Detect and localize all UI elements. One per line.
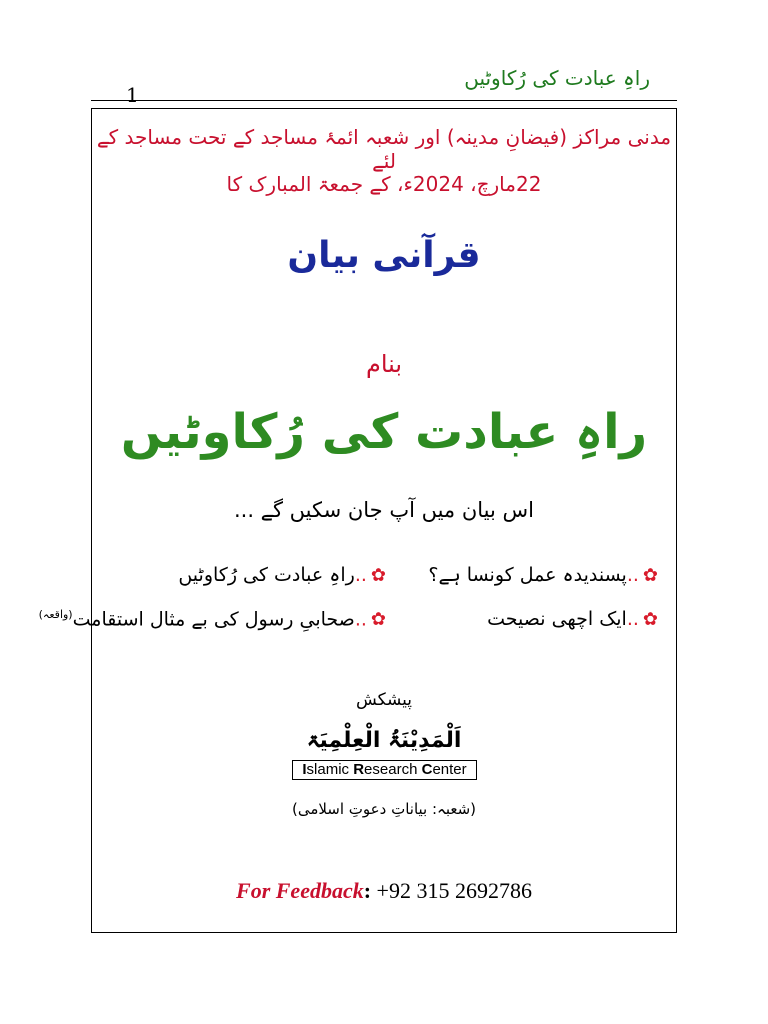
topic-text: ایک اچھی نصیحت <box>487 608 627 630</box>
irc-word-research: esearch <box>364 761 422 778</box>
irc-word-islamic: slamic <box>306 761 354 778</box>
presents-label: پیشکش <box>355 690 413 710</box>
quran-bayan-heading: قرآنی بیان <box>287 235 481 276</box>
topic-dots: .. <box>354 564 367 586</box>
irc-word-center: enter <box>432 761 467 778</box>
topic-text: پسندیدہ عمل کونسا ہے؟ <box>428 564 627 586</box>
learn-intro: اس بیان میں آپ جان سکیں گے ... <box>233 498 535 522</box>
irc-initial-c: C <box>421 761 433 778</box>
main-title: راہِ عبادت کی رُکاوٹیں <box>120 404 648 460</box>
topic-dots: .. <box>626 564 639 586</box>
page-number: 1 <box>126 83 139 107</box>
topic-item-2 <box>178 564 386 586</box>
feedback-colon: : <box>363 878 372 903</box>
flower-bullet-icon: ✿ <box>370 609 386 631</box>
bnam-label: بنام <box>365 350 403 378</box>
irc-initial-i: I <box>302 761 307 778</box>
flower-bullet-icon: ✿ <box>642 609 658 630</box>
topic-item-4 <box>39 608 386 630</box>
topic-note: (واقعہ) <box>38 608 73 621</box>
intro-line-1: مدنی مراکز (فیضانِ مدینہ) اور شعبہ ائمۂ مساجد کے تحت مساجد کے لئے <box>96 125 672 173</box>
topic-item-1 <box>428 564 658 586</box>
topic-dots: .. <box>626 608 639 630</box>
feedback-line <box>91 878 677 904</box>
feedback-phone: +92 315 2692786 <box>376 878 532 903</box>
feedback-label: For Feedback <box>236 878 364 903</box>
islamic-research-center-box <box>292 760 477 780</box>
running-header-title: راہِ عبادت کی رُکاوٹیں <box>464 66 650 90</box>
flower-bullet-icon: ✿ <box>642 565 658 586</box>
topic-text: راہِ عبادت کی رُکاوٹیں <box>178 564 355 586</box>
irc-initial-r: R <box>353 761 365 778</box>
org-name: اَلْمَدِیْنَۃُ الْعِلْمِیَۃ <box>306 728 462 753</box>
header-rule <box>91 100 677 101</box>
topic-text: صحابیِ رسول کی بے مثال استقامت <box>72 608 355 631</box>
flower-bullet-icon: ✿ <box>370 565 386 586</box>
intro-line-2: 22مارچ، 2024ء، کے جمعۃ المبارک کا <box>226 172 542 196</box>
department-label: (شعبہ: بیاناتِ دعوتِ اسلامی) <box>291 800 477 818</box>
topic-dots: .. <box>354 608 367 631</box>
topic-item-3 <box>487 608 658 630</box>
